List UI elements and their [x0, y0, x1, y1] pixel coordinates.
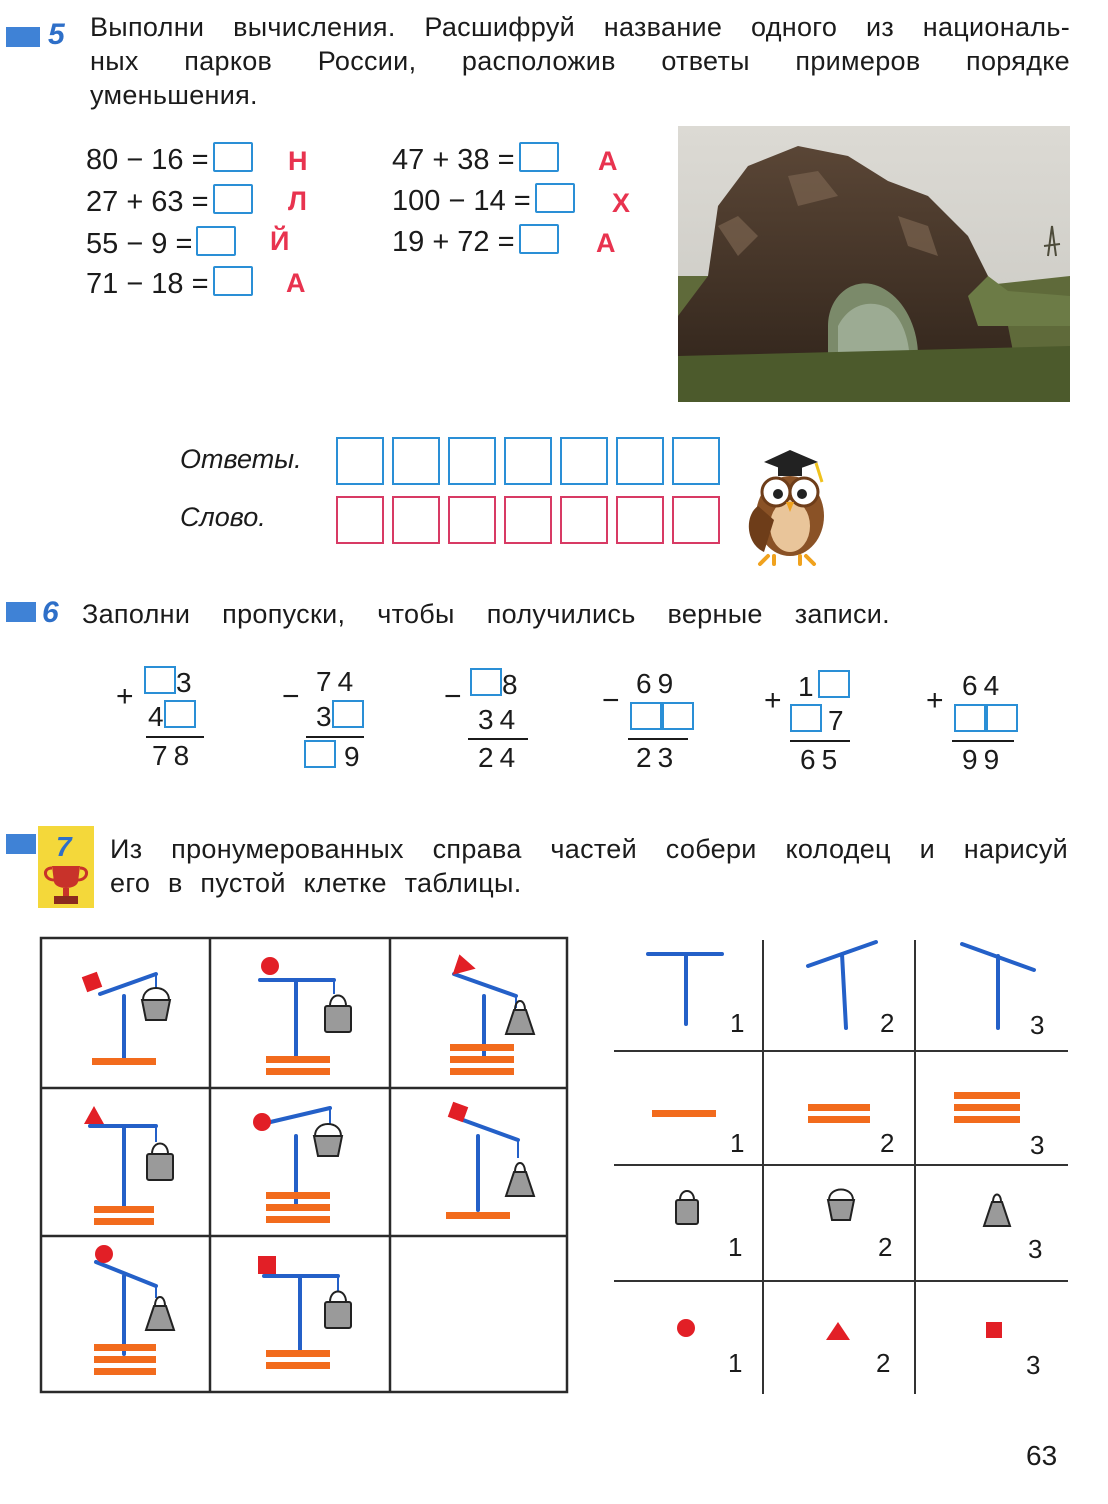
word-cell[interactable] [672, 496, 720, 544]
digit: 8 [502, 669, 518, 700]
column-addition [764, 666, 864, 776]
column-subtraction [444, 666, 544, 776]
digit: 7 [828, 705, 844, 736]
page-number: 63 [1026, 1440, 1058, 1471]
digit: 9 [344, 741, 360, 772]
result: 24 [478, 742, 522, 773]
letter-code: Й [270, 226, 290, 256]
digit-box[interactable] [332, 700, 364, 728]
answer-box[interactable] [213, 142, 253, 172]
part-number: 3 [1030, 1130, 1045, 1160]
word-cell[interactable] [616, 496, 664, 544]
operator-sign: + [116, 680, 134, 713]
trophy-icon [36, 826, 96, 910]
part-number: 2 [876, 1348, 891, 1378]
task6-tab [6, 602, 36, 622]
digit: 34 [478, 704, 522, 735]
part-number: 1 [728, 1232, 743, 1262]
answer-cell[interactable] [336, 437, 384, 485]
digit-box[interactable] [304, 740, 336, 768]
answer-box[interactable] [213, 266, 253, 296]
part-number: 2 [878, 1232, 893, 1262]
operator-sign: + [764, 684, 782, 717]
digit: 3 [316, 701, 332, 732]
answer-box[interactable] [535, 183, 575, 213]
word-cell[interactable] [560, 496, 608, 544]
word-cell[interactable] [504, 496, 552, 544]
example-row [86, 142, 257, 178]
answer-cell[interactable] [504, 437, 552, 485]
digit-box[interactable] [470, 668, 502, 696]
digit-box[interactable] [662, 702, 694, 730]
task6-text: Заполни пропуски, чтобы получились верные записи. [82, 599, 890, 629]
task5-line1: Выполни вычисления. Расшифруй название одного из националь- [90, 12, 1070, 42]
answer-cell[interactable] [448, 437, 496, 485]
task7-tab [6, 834, 36, 854]
answer-cell[interactable] [616, 437, 664, 485]
letter-code: А [596, 228, 616, 258]
operator-sign: + [926, 684, 944, 717]
example-row [86, 184, 257, 220]
column-subtraction [602, 666, 702, 776]
example-row [392, 142, 563, 178]
national-park-photo [678, 126, 1070, 402]
post-part-3 [962, 944, 1034, 1028]
operator-sign: − [602, 684, 620, 717]
example-expr: 27 + 63 = [86, 186, 209, 218]
result: 23 [636, 742, 680, 773]
word-cell[interactable] [448, 496, 496, 544]
letter-code: Л [288, 186, 307, 216]
part-number: 1 [730, 1128, 745, 1158]
task7-text: Из пронумерованных справа частей собери колодец и нарисуй [110, 834, 1068, 864]
letter-code: Х [612, 188, 631, 218]
part-number: 3 [1028, 1234, 1043, 1264]
example-expr: 100 − 14 = [392, 185, 531, 217]
example-row [86, 266, 257, 302]
digit-box[interactable] [954, 704, 986, 732]
answer-cell[interactable] [672, 437, 720, 485]
digit: 4 [148, 701, 164, 732]
part-number: 3 [1026, 1350, 1041, 1380]
part-number: 1 [730, 1008, 745, 1038]
answer-box[interactable] [519, 142, 559, 172]
example-expr: 71 − 18 = [86, 268, 209, 300]
digit-box[interactable] [790, 704, 822, 732]
task7-number: 7 [56, 831, 72, 862]
task5-line3: уменьшения. [90, 80, 258, 110]
example-expr: 19 + 72 = [392, 226, 515, 258]
digit-box[interactable] [986, 704, 1018, 732]
answers-label: Ответы. [180, 444, 302, 474]
wells-table [38, 936, 572, 1396]
task5-text [90, 10, 1070, 44]
post-part-1 [648, 954, 722, 1024]
result: 65 [800, 744, 844, 775]
digit: 1 [798, 671, 814, 702]
digit: 69 [636, 668, 680, 699]
digit: 64 [962, 670, 1006, 701]
example-expr: 47 + 38 = [392, 144, 515, 176]
result: 99 [962, 744, 1006, 775]
word-cell[interactable] [392, 496, 440, 544]
answer-box[interactable] [213, 184, 253, 214]
answer-cell[interactable] [560, 437, 608, 485]
word-label: Слово. [180, 502, 266, 532]
letter-code: А [286, 268, 306, 298]
example-expr: 55 − 9 = [86, 228, 193, 260]
digit-box[interactable] [630, 702, 662, 730]
digit-box[interactable] [164, 700, 196, 728]
base-part-1 [652, 1110, 716, 1117]
digit: 74 [316, 666, 360, 697]
task7-line2: его в пустой клетке таблицы. [110, 868, 522, 898]
task5-number: 5 [48, 18, 65, 51]
example-row [86, 226, 240, 262]
task5-line2: ных парков России, расположив ответы примеров порядке [90, 46, 1070, 76]
letter-code: А [598, 146, 618, 176]
answer-box[interactable] [196, 226, 236, 256]
part-number: 2 [880, 1128, 895, 1158]
digit: 3 [176, 667, 192, 698]
part-number: 2 [880, 1008, 895, 1038]
example-row [392, 183, 579, 219]
post-part-2 [808, 942, 876, 1028]
example-row [392, 224, 563, 260]
column-addition [116, 666, 216, 776]
digit-box[interactable] [818, 670, 850, 698]
example-expr: 80 − 16 = [86, 144, 209, 176]
parts-grid [614, 936, 1068, 1396]
task5-tab [6, 27, 40, 47]
word-cell[interactable] [336, 496, 384, 544]
task6-number: 6 [42, 596, 59, 629]
part-number: 1 [728, 1348, 743, 1378]
part-number: 3 [1030, 1010, 1045, 1040]
result: 78 [152, 740, 196, 771]
owl-icon [738, 436, 842, 566]
answer-box[interactable] [519, 224, 559, 254]
operator-sign: − [444, 680, 462, 713]
column-addition [926, 666, 1026, 776]
column-subtraction [282, 666, 382, 776]
digit-box[interactable] [144, 666, 176, 694]
operator-sign: − [282, 680, 300, 713]
letter-code: Н [288, 146, 308, 176]
answer-cell[interactable] [392, 437, 440, 485]
